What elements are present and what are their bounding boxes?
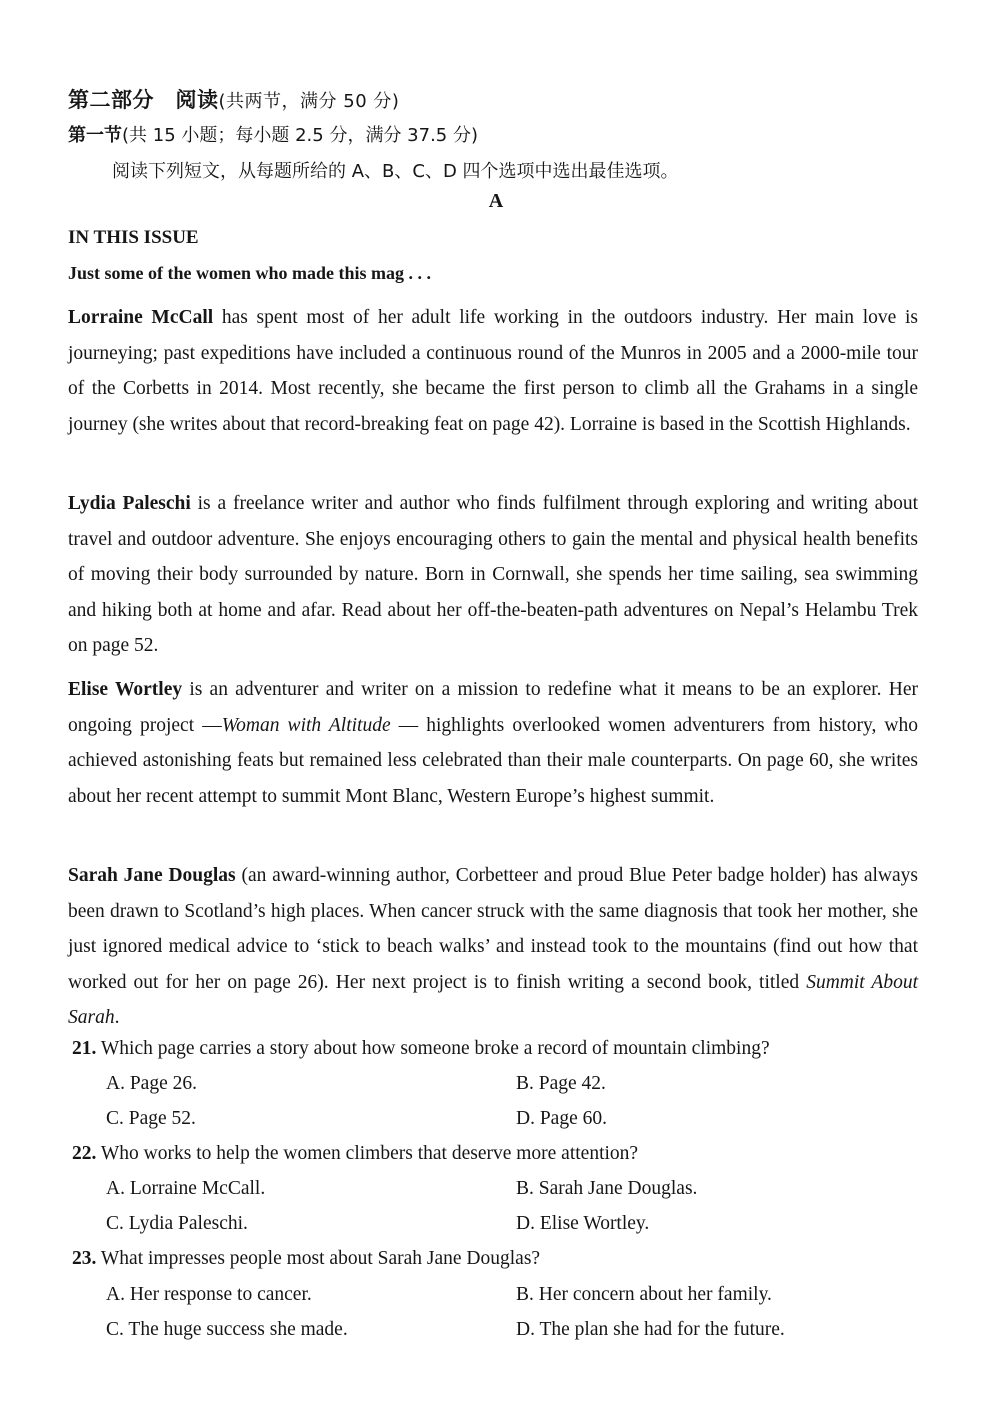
paragraph-sarah: [68, 858, 918, 1036]
instructions: 阅读下列短文，从每题所给的 A、B、C、D 四个选项中选出最佳选项。: [112, 161, 679, 182]
option-22-d[interactable]: D. Elise Wortley.: [516, 1213, 650, 1234]
question-text: Who works to help the women climbers that deserve more attention?: [96, 1143, 639, 1164]
paragraph-lydia: [68, 486, 918, 664]
person-name: Sarah Jane Douglas: [68, 865, 236, 886]
option-21-c[interactable]: C. Page 52.: [106, 1108, 196, 1129]
passage-subtitle: Just some of the women who made this mag . . .: [68, 263, 431, 283]
question-text: Which page carries a story about how someone broke a record of mountain climbing?: [96, 1038, 770, 1059]
person-name: Lydia Paleschi: [68, 493, 191, 514]
option-23-b[interactable]: B. Her concern about her family.: [516, 1284, 772, 1305]
book-title: Summit About Sarah: [68, 971, 918, 1028]
section-heading: [68, 121, 478, 147]
paragraph-text: is a freelance writer and author who finds fulfilment through exploring and writing about travel and outdoor adventure. She enjoys encouraging others to gain the mental and physical health benefits of moving their body surrounded by nature. Born in Cornwall, she spends her time sailing, sea swimming and hiking both at home and afar. Read about her off-the-beaten-path adventures on Nepal’s Helambu Trek on page 52.: [68, 493, 918, 656]
paragraph-text-continued: — highlights overlooked women adventurers from history, who achieved astonishing feats but remained less celebrated than their male counterparts. On page 60, she writes about her recent attempt to summit Mont Blanc, Western Europe’s highest summit.: [68, 714, 919, 807]
passage-title: IN THIS ISSUE: [68, 227, 199, 248]
question-number: 21.: [72, 1038, 97, 1059]
question-number: 23.: [72, 1248, 97, 1269]
option-22-b[interactable]: B. Sarah Jane Douglas.: [516, 1178, 698, 1199]
paragraph-text-continued: .: [114, 1007, 120, 1028]
section-subtitle: (共 15 小题；每小题 2.5 分，满分 37.5 分): [122, 125, 478, 146]
paragraph-text: has spent most of her adult life working in the outdoors industry. Her main love is journeying; past expeditions have included a continuous round of the Munros in 2005 and a 2000-mile tour of the Corbetts in 2014. Most recently, she became the first person to climb all the Grahams in a single journey (she writes about that record-breaking feat on page 42). Lorraine is based in the Scottish Highlands.: [68, 307, 918, 435]
part-heading: [68, 84, 399, 114]
paragraph-text: (an award-winning author, Corbetteer and proud Blue Peter badge holder) has always been drawn to Scotland’s high places. When cancer struck with the same diagnosis that took her mother, she just ignored medical advice to ‘stick to beach walks’ and instead took to the mountains (find out how that worked out for her on page 26). Her next project is to finish writing a second book, titled: [68, 865, 918, 993]
project-title: Woman with Altitude: [221, 714, 391, 736]
option-22-a[interactable]: A. Lorraine McCall.: [106, 1178, 266, 1199]
option-21-b[interactable]: B. Page 42.: [516, 1073, 606, 1094]
option-23-d[interactable]: D. The plan she had for the future.: [516, 1319, 785, 1340]
paragraph-elise: [68, 672, 918, 814]
option-21-d[interactable]: D. Page 60.: [516, 1108, 607, 1129]
person-name: Lorraine McCall: [68, 307, 214, 328]
part-subtitle: (共两节，满分 50 分): [218, 91, 400, 112]
question-21: [72, 1038, 770, 1060]
option-22-c[interactable]: C. Lydia Paleschi.: [106, 1213, 248, 1234]
question-22: [72, 1143, 638, 1165]
option-23-c[interactable]: C. The huge success she made.: [106, 1319, 348, 1340]
paragraph-text: is an adventurer and writer on a mission to redefine what it means to be an explorer. Her ongoing project —: [68, 679, 918, 736]
option-23-a[interactable]: A. Her response to cancer.: [106, 1284, 312, 1305]
passage-letter: A: [488, 190, 504, 212]
question-23: [72, 1248, 540, 1270]
option-21-a[interactable]: A. Page 26.: [106, 1073, 197, 1094]
question-text: What impresses people most about Sarah Jane Douglas?: [96, 1248, 541, 1269]
part-title: 第二部分 阅读: [68, 88, 219, 112]
paragraph-lorraine: [68, 300, 918, 442]
section-title: 第一节: [68, 125, 122, 146]
question-number: 22.: [72, 1143, 97, 1164]
person-name: Elise Wortley: [68, 679, 183, 700]
